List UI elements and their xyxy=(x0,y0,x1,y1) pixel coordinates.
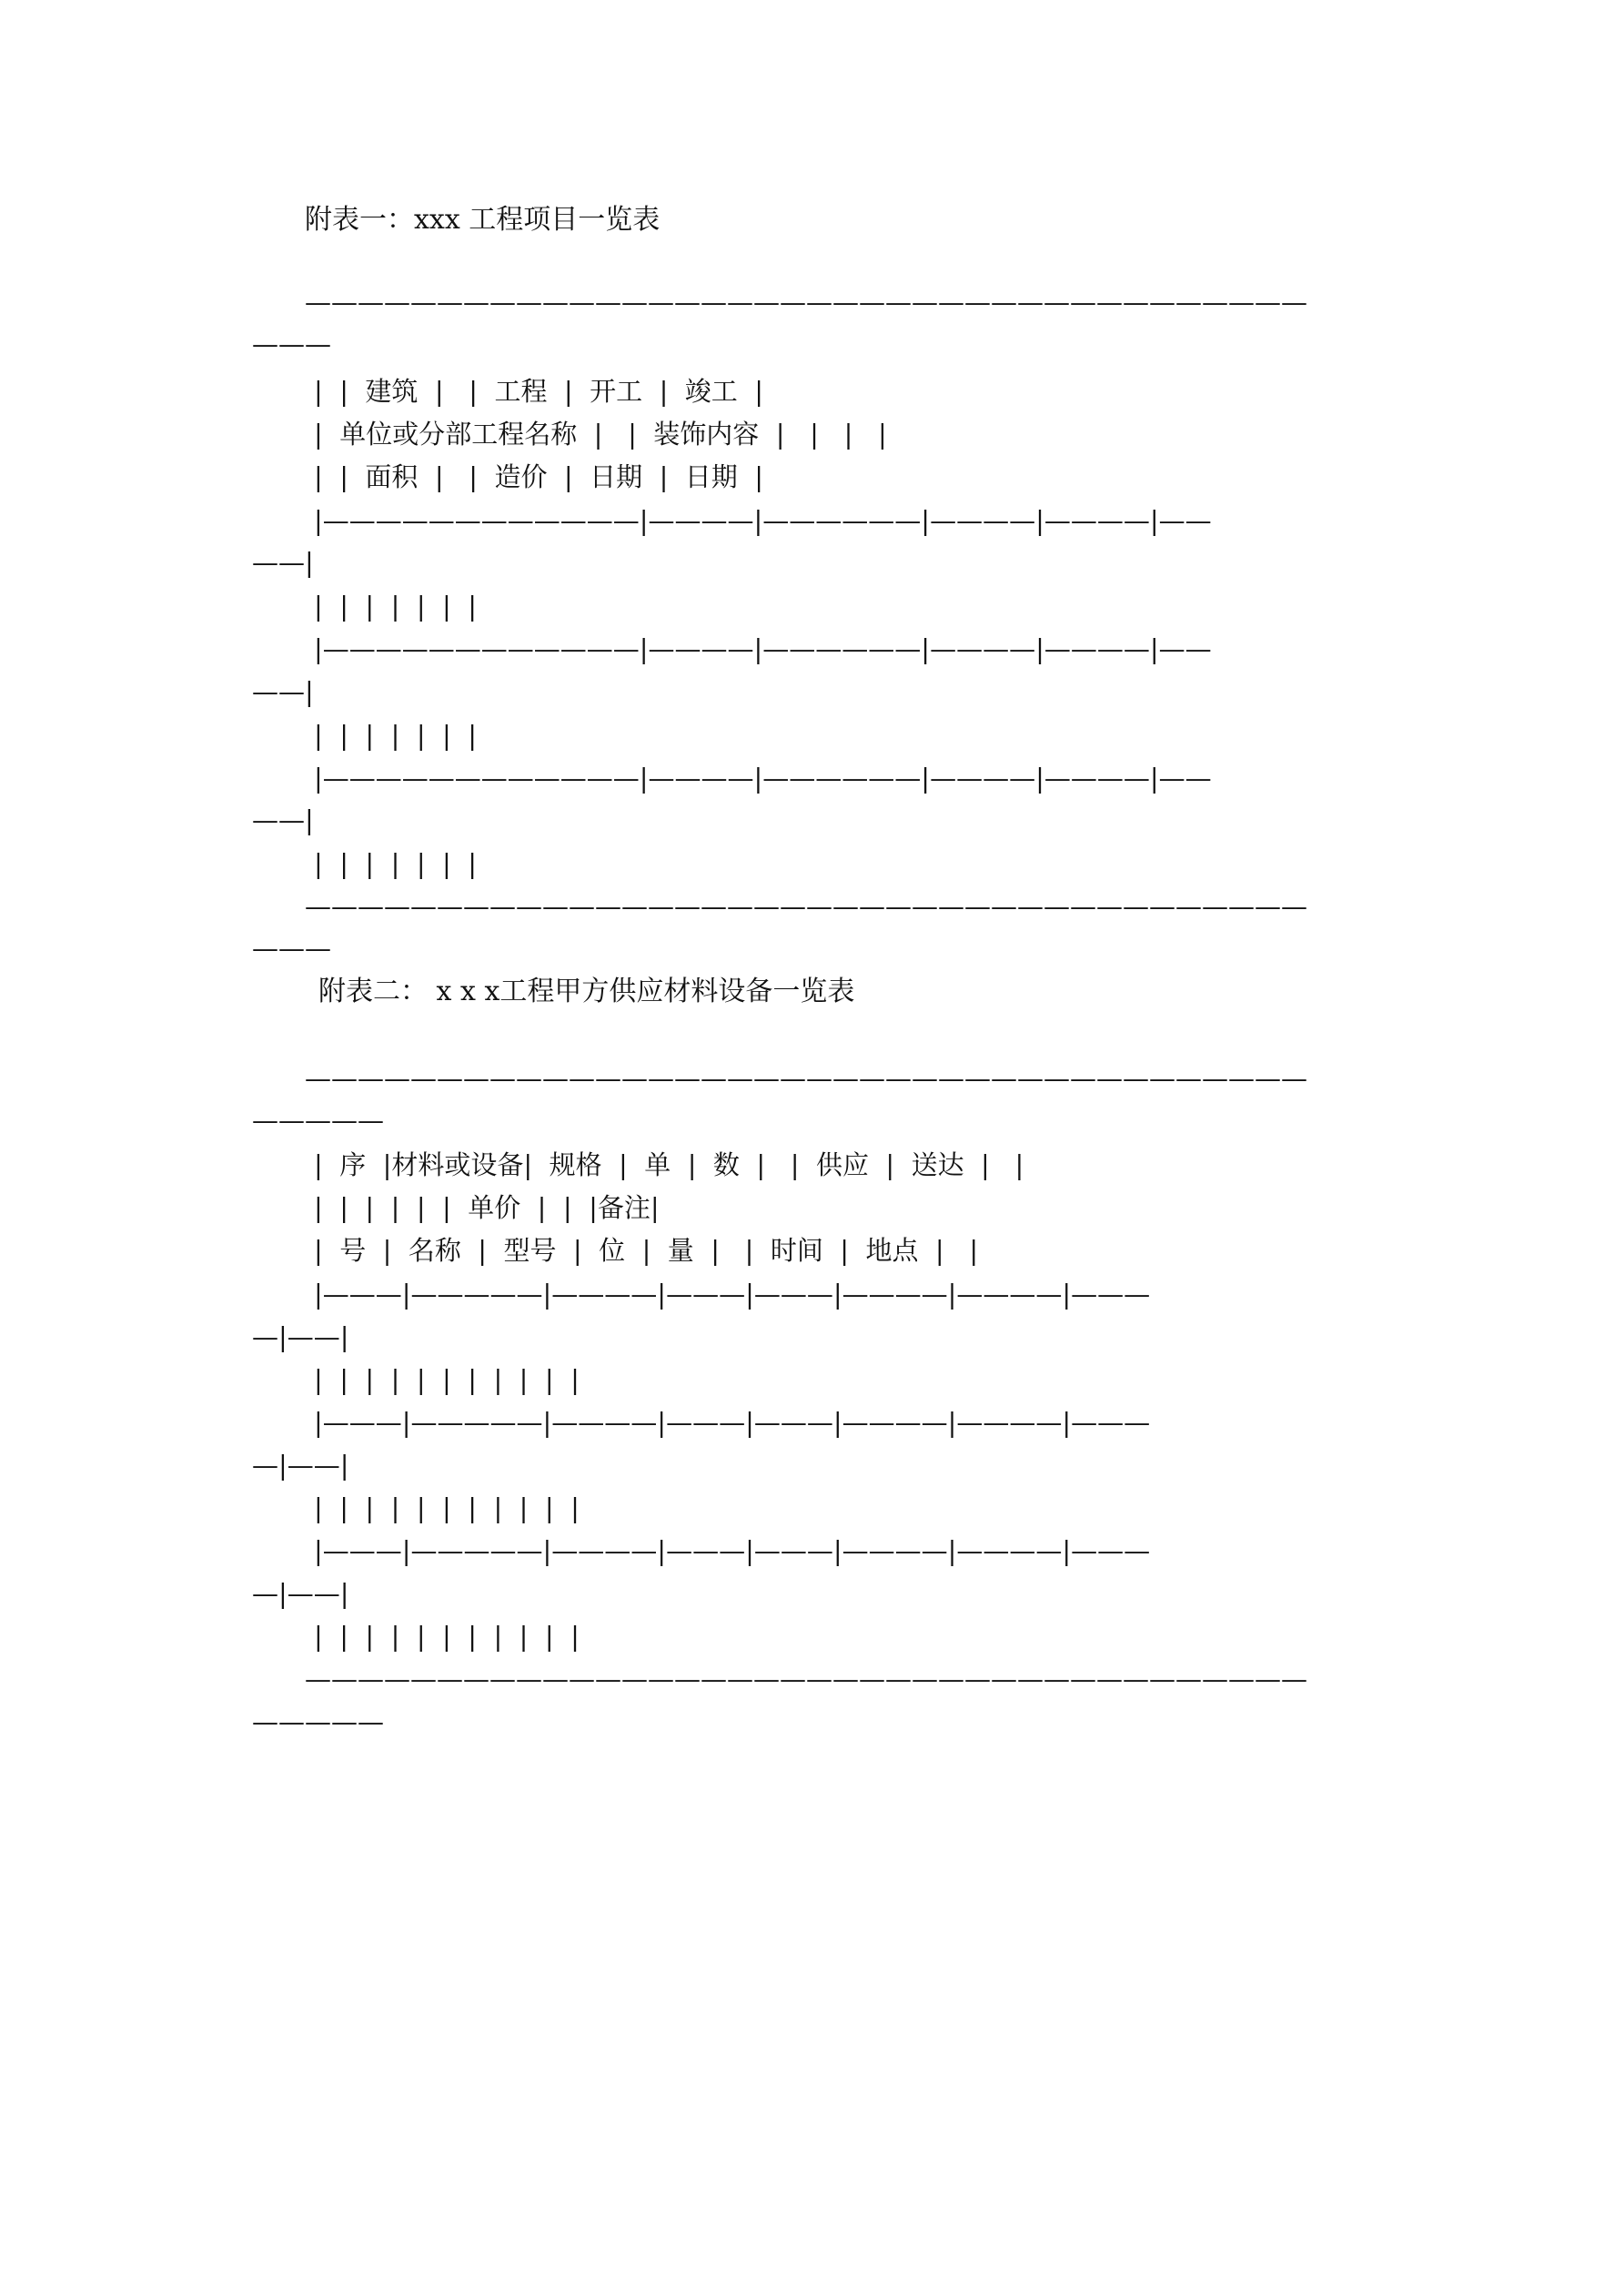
table1-bottom-rule-tail: ——— xyxy=(252,933,331,964)
table2-empty-row-1: | | | | | | | | | | | xyxy=(314,1364,580,1395)
table1-separator-2-tail: ——| xyxy=(252,676,314,707)
table2-top-rule: —————————————————————————————————————— xyxy=(305,1063,1307,1094)
table1-bottom-rule: —————————————————————————————————————— xyxy=(305,891,1307,922)
table2-separator-3-tail: —|——| xyxy=(252,1578,349,1609)
table1-separator-2: |————————————|————|——————|————|————|—— xyxy=(314,633,1212,664)
table2-separator-2-tail: —|——| xyxy=(252,1450,349,1481)
table1-top-rule-tail: ——— xyxy=(252,329,331,359)
table2-empty-row-2: | | | | | | | | | | | xyxy=(314,1492,580,1523)
table1-title: 附表一：xxx 工程项目一览表 xyxy=(305,204,661,236)
table2-top-rule-tail: ————— xyxy=(252,1105,384,1136)
table2-separator-3: |———|—————|————|———|———|————|————|——— xyxy=(314,1535,1151,1566)
table2-empty-row-3: | | | | | | | | | | | xyxy=(314,1621,580,1652)
table2-title: 附表二： x x x工程甲方供应材料设备一览表 xyxy=(318,976,855,1007)
table1-header-line-3: | | 面积 | | 造价 | 日期 | 日期 | xyxy=(314,461,763,492)
table1-empty-row-2: | | | | | | | xyxy=(314,720,478,751)
table2-header-line-2: | | | | | | 单价 | | |备注| xyxy=(314,1192,660,1223)
table2-bottom-rule: —————————————————————————————————————— xyxy=(305,1664,1307,1694)
table1-separator-3-tail: ——| xyxy=(252,804,314,835)
table1-header-line-2: | 单位或分部工程名称 | | 装饰内容 | | | | xyxy=(314,419,887,450)
table1-separator-3: |————————————|————|——————|————|————|—— xyxy=(314,763,1212,794)
table2-bottom-rule-tail: ————— xyxy=(252,1706,384,1737)
table2-separator-2: |———|—————|————|———|———|————|————|——— xyxy=(314,1407,1151,1438)
table2-header-line-1: | 序 |材料或设备| 规格 | 单 | 数 | | 供应 | 送达 | | xyxy=(314,1149,1024,1180)
table1-separator-1: |————————————|————|——————|————|————|—— xyxy=(314,505,1212,536)
table1-header-line-1: | | 建筑 | | 工程 | 开工 | 竣工 | xyxy=(314,376,763,407)
table2-separator-1-tail: —|——| xyxy=(252,1321,349,1352)
table1-top-rule: —————————————————————————————————————— xyxy=(305,287,1307,318)
table2-separator-1: |———|—————|————|———|———|————|————|——— xyxy=(314,1279,1151,1310)
table2-header-line-3: | 号 | 名称 | 型号 | 位 | 量 | | 时间 | 地点 | | xyxy=(314,1235,979,1266)
table1-separator-1-tail: ——| xyxy=(252,547,314,578)
table1-empty-row-1: | | | | | | | xyxy=(314,591,478,622)
table1-empty-row-3: | | | | | | | xyxy=(314,848,478,879)
